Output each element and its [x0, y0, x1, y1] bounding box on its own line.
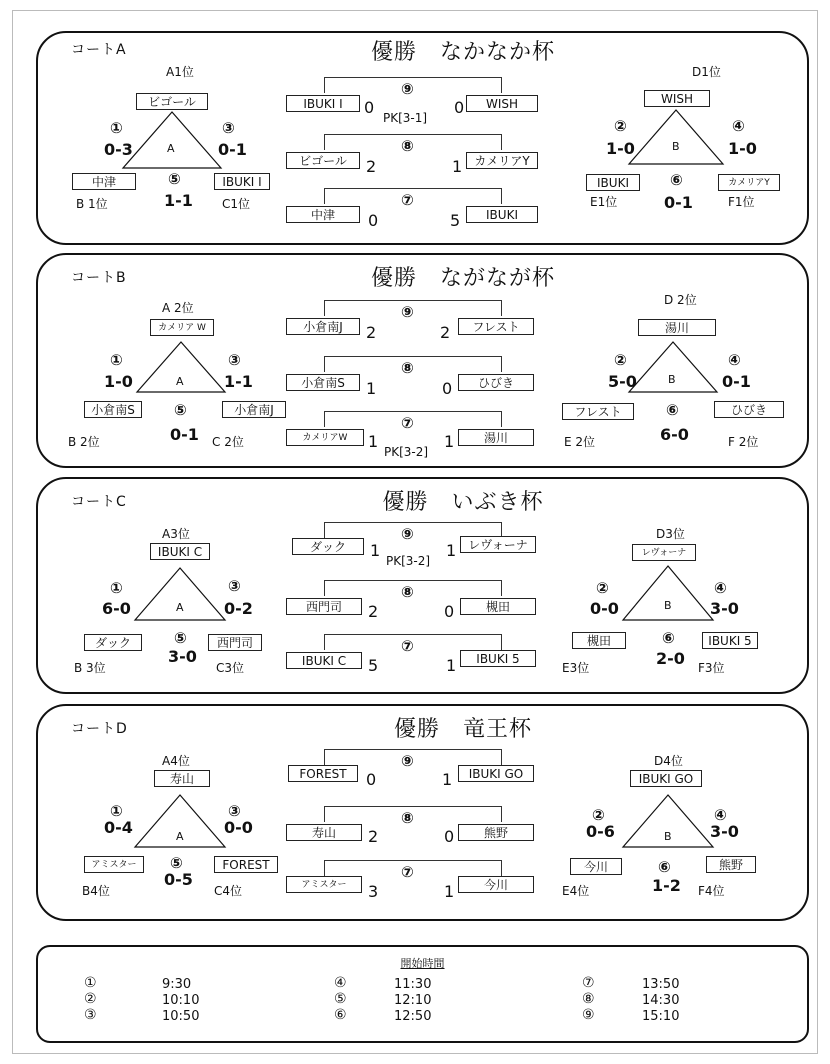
final-score: 3: [368, 882, 379, 901]
team-box: レヴォーナ: [460, 536, 536, 553]
match-number: ⑤: [174, 401, 187, 419]
final-score: 0: [444, 602, 455, 621]
team-box: 湯川: [638, 319, 716, 336]
final-score: 2: [366, 323, 377, 342]
match-score: 1-0: [728, 139, 757, 158]
match-score: 6-0: [102, 599, 131, 618]
schedule-number: ④: [334, 975, 347, 991]
team-box: ひびき: [458, 374, 534, 391]
team-box: IBUKI I: [214, 173, 270, 190]
final-score: 1: [444, 882, 455, 901]
match-score: 0-4: [104, 818, 133, 837]
rank-label: C 2位: [212, 435, 244, 449]
court-label: コートB: [71, 270, 127, 286]
team-box: カメリアY: [466, 152, 538, 169]
schedule-number: ⑥: [334, 1007, 347, 1023]
group-letter: B: [668, 373, 676, 386]
schedule-number: ⑤: [334, 991, 347, 1007]
final-score: 0: [444, 827, 455, 846]
match-number: ③: [228, 351, 241, 369]
team-box: 小倉南J: [286, 318, 360, 335]
team-box: 西門司: [286, 598, 362, 615]
rank-label: B 3位: [74, 661, 106, 675]
team-box: 小倉南S: [84, 401, 142, 418]
match-number: ②: [614, 351, 627, 369]
final-score: 1: [370, 541, 381, 560]
match-score: 2-0: [656, 649, 685, 668]
schedule-time: 12:50: [394, 1009, 432, 1024]
match-number: ④: [728, 351, 741, 369]
match-score: 0-2: [224, 599, 253, 618]
court-title: 優勝 竜王杯: [393, 717, 532, 742]
schedule-number: ⑦: [582, 975, 595, 991]
court-c: [36, 477, 809, 694]
match-number: ③: [228, 802, 241, 820]
team-box: 熊野: [458, 824, 534, 841]
match-number: ①: [110, 579, 123, 597]
group-triangle: [122, 111, 222, 169]
group-triangle: [622, 565, 714, 621]
team-box: アミスター: [84, 856, 144, 873]
group-letter: A: [176, 830, 184, 843]
schedule-time: 10:10: [162, 993, 200, 1008]
match-score: 1-2: [652, 876, 681, 895]
team-box: 小倉南J: [222, 401, 286, 418]
group-letter: A: [176, 375, 184, 388]
match-number: ⑥: [662, 629, 675, 647]
team-box: 中津: [72, 173, 136, 190]
team-box: 槻田: [572, 632, 626, 649]
rank-label: E3位: [562, 661, 590, 675]
schedule-title: 開始時間: [400, 957, 445, 970]
match-number: ③: [228, 577, 241, 595]
match-number: ②: [592, 806, 605, 824]
schedule-time: 12:10: [394, 993, 432, 1008]
team-box: FOREST: [288, 765, 358, 782]
final-score: 2: [368, 827, 379, 846]
court-b: [36, 253, 809, 468]
rank-label: A4位: [162, 754, 190, 768]
court-label: コートD: [71, 721, 128, 737]
match-number: ⑦: [401, 863, 414, 881]
court-title: 優勝 なかなか杯: [370, 40, 555, 65]
schedule-time: 10:50: [162, 1009, 200, 1024]
team-box: IBUKI GO: [630, 770, 702, 787]
final-score: 2: [366, 157, 377, 176]
rank-label: A1位: [166, 65, 194, 79]
match-number: ①: [110, 119, 123, 137]
match-score: 0-1: [170, 425, 199, 444]
match-number: ④: [714, 579, 727, 597]
team-box: FOREST: [214, 856, 278, 873]
group-triangle: [628, 109, 724, 165]
rank-label: F1位: [728, 195, 755, 209]
match-score: 0-3: [104, 140, 133, 159]
team-box: フレスト: [458, 318, 534, 335]
match-score: 5-0: [608, 372, 637, 391]
schedule-time: 13:50: [642, 977, 680, 992]
rank-label: C3位: [216, 661, 245, 675]
team-box: 寿山: [286, 824, 362, 841]
rank-label: D1位: [692, 65, 721, 79]
final-score: 2: [440, 323, 451, 342]
match-score: 0-1: [722, 372, 751, 391]
team-box: レヴォーナ: [632, 544, 696, 561]
court-label: コートC: [71, 494, 127, 510]
team-box: WISH: [644, 90, 710, 107]
rank-label: F 2位: [728, 435, 759, 449]
match-score: 1-1: [164, 191, 193, 210]
rank-label: C4位: [214, 884, 243, 898]
group-letter: A: [176, 601, 184, 614]
team-box: 槻田: [460, 598, 536, 615]
match-score: 0-6: [586, 822, 615, 841]
pk-result: PK[3-2]: [386, 554, 431, 568]
match-score: 1-0: [606, 139, 635, 158]
final-score: 0: [364, 98, 375, 117]
final-score: 0: [366, 770, 377, 789]
final-score: 1: [368, 432, 379, 451]
rank-label: D 2位: [664, 293, 697, 307]
rank-label: F4位: [698, 884, 725, 898]
team-box: カメリアW: [286, 429, 364, 446]
match-score: 0-5: [164, 870, 193, 889]
court-label: コートA: [71, 42, 127, 58]
final-score: 0: [454, 98, 465, 117]
match-number: ④: [714, 806, 727, 824]
team-box: カメリア W: [150, 319, 214, 336]
final-score: 1: [442, 770, 453, 789]
match-score: 0-1: [218, 140, 247, 159]
team-box: WISH: [466, 95, 538, 112]
match-number: ⑧: [401, 809, 414, 827]
schedule-number: ⑧: [582, 991, 595, 1007]
team-box: IBUKI 5: [702, 632, 758, 649]
match-number: ⑧: [401, 359, 414, 377]
team-box: ひびき: [714, 401, 784, 418]
team-box: IBUKI: [466, 206, 538, 223]
rank-label: D3位: [656, 527, 685, 541]
rank-label: E 2位: [564, 435, 596, 449]
match-number: ⑦: [401, 191, 414, 209]
schedule-panel: [36, 945, 809, 1043]
team-box: ダック: [84, 634, 142, 651]
match-score: 3-0: [168, 647, 197, 666]
team-box: 寿山: [154, 770, 210, 787]
schedule-time: 14:30: [642, 993, 680, 1008]
pk-result: PK[3-1]: [383, 111, 428, 125]
match-number: ①: [110, 802, 123, 820]
match-number: ④: [732, 117, 745, 135]
team-box: IBUKI GO: [458, 765, 534, 782]
match-number: ⑧: [401, 137, 414, 155]
team-box: ビゴール: [286, 152, 360, 169]
schedule-number: ⑨: [582, 1007, 595, 1023]
match-number: ⑥: [670, 171, 683, 189]
team-box: 小倉南S: [286, 374, 360, 391]
final-score: 1: [452, 157, 463, 176]
group-letter: B: [664, 830, 672, 843]
match-number: ⑤: [168, 170, 181, 188]
rank-label: E4位: [562, 884, 590, 898]
match-score: 0-0: [590, 599, 619, 618]
team-box: フレスト: [562, 403, 634, 420]
court-title: 優勝 ながなが杯: [370, 266, 555, 291]
team-box: 西門司: [208, 634, 262, 651]
court-a: [36, 31, 809, 245]
rank-label: E1位: [590, 195, 618, 209]
final-score: 5: [450, 211, 461, 230]
match-score: 6-0: [660, 425, 689, 444]
match-number: ③: [222, 119, 235, 137]
match-number: ⑨: [401, 80, 414, 98]
court-d: [36, 704, 809, 921]
team-box: IBUKI 5: [460, 650, 536, 667]
match-number: ⑥: [666, 401, 679, 419]
rank-label: A 2位: [162, 301, 194, 315]
match-score: 0-1: [664, 193, 693, 212]
group-letter: B: [664, 599, 672, 612]
match-number: ⑧: [401, 583, 414, 601]
match-number: ⑦: [401, 414, 414, 432]
team-box: IBUKI I: [286, 95, 360, 112]
final-score: 1: [444, 432, 455, 451]
rank-label: B 1位: [76, 197, 108, 211]
match-number: ⑨: [401, 525, 414, 543]
schedule-number: ②: [84, 991, 97, 1007]
schedule-number: ③: [84, 1007, 97, 1023]
team-box: IBUKI: [586, 174, 640, 191]
team-box: IBUKI C: [286, 652, 362, 669]
team-box: 今川: [458, 876, 534, 893]
team-box: IBUKI C: [150, 543, 210, 560]
final-score: 5: [368, 656, 379, 675]
team-box: カメリアY: [718, 174, 780, 191]
team-box: アミスター: [286, 876, 362, 893]
team-box: ビゴール: [136, 93, 208, 110]
match-number: ⑤: [174, 629, 187, 647]
team-box: 熊野: [706, 856, 756, 873]
match-score: 3-0: [710, 599, 739, 618]
schedule-number: ①: [84, 975, 97, 991]
schedule-time: 11:30: [394, 977, 432, 992]
pk-result: PK[3-2]: [384, 445, 429, 459]
rank-label: B4位: [82, 884, 110, 898]
final-score: 0: [442, 379, 453, 398]
team-box: 今川: [570, 858, 622, 875]
match-number: ②: [614, 117, 627, 135]
rank-label: C1位: [222, 197, 251, 211]
match-score: 3-0: [710, 822, 739, 841]
team-box: 中津: [286, 206, 360, 223]
match-number: ⑨: [401, 303, 414, 321]
final-score: 1: [446, 656, 457, 675]
final-score: 2: [368, 602, 379, 621]
final-score: 1: [446, 541, 457, 560]
group-letter: A: [167, 142, 175, 155]
match-score: 0-0: [224, 818, 253, 837]
court-title: 優勝 いぶき杯: [382, 490, 544, 515]
match-number: ②: [596, 579, 609, 597]
match-score: 1-1: [224, 372, 253, 391]
match-number: ⑥: [658, 858, 671, 876]
match-number: ⑤: [170, 854, 183, 872]
schedule-time: 9:30: [162, 977, 192, 992]
match-number: ⑦: [401, 637, 414, 655]
team-box: 湯川: [458, 429, 534, 446]
rank-label: D4位: [654, 754, 683, 768]
match-number: ①: [110, 351, 123, 369]
group-letter: B: [672, 140, 680, 153]
rank-label: F3位: [698, 661, 725, 675]
final-score: 0: [368, 211, 379, 230]
schedule-time: 15:10: [642, 1009, 680, 1024]
team-box: ダック: [292, 538, 364, 555]
rank-label: B 2位: [68, 435, 100, 449]
rank-label: A3位: [162, 527, 190, 541]
final-score: 1: [366, 379, 377, 398]
match-score: 1-0: [104, 372, 133, 391]
match-number: ⑨: [401, 752, 414, 770]
